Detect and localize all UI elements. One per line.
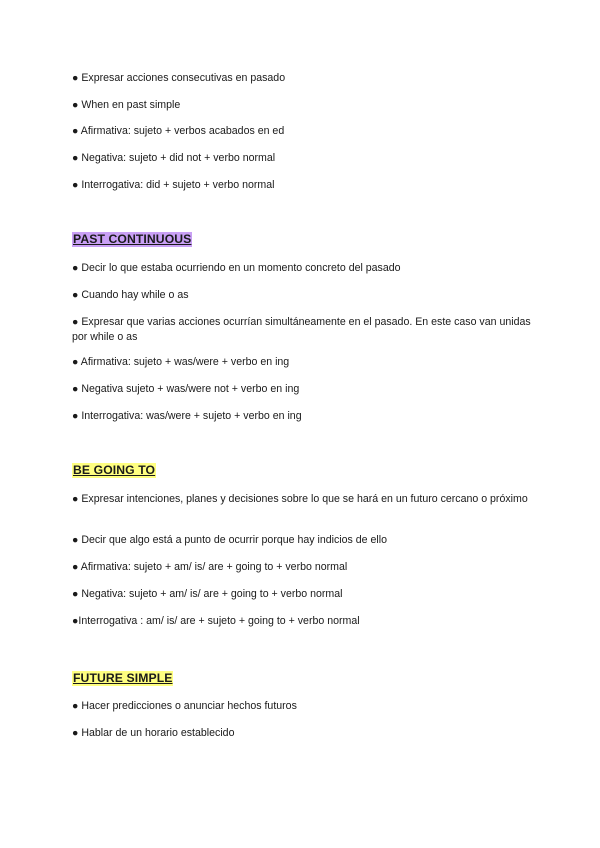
list-item: ● Afirmativa: sujeto + am/ is/ are + going to + verbo normal bbox=[72, 561, 348, 573]
list-item: ● When en past simple bbox=[72, 99, 181, 111]
list-item: ● Hacer predicciones o anunciar hechos futuros bbox=[72, 700, 297, 712]
list-item: ● Interrogativa: did + sujeto + verbo normal bbox=[72, 179, 275, 191]
list-item: ● Afirmativa: sujeto + was/were + verbo en ing bbox=[72, 356, 290, 368]
list-item: ● Cuando hay while o as bbox=[72, 289, 189, 301]
list-item: ● Expresar acciones consecutivas en pasado bbox=[72, 72, 286, 84]
section-heading-past-continuous: PAST CONTINUOUS bbox=[73, 232, 192, 246]
section-heading-future-simple: FUTURE SIMPLE bbox=[73, 671, 173, 685]
list-item: ● Interrogativa: was/were + sujeto + verbo en ing bbox=[72, 410, 302, 422]
list-item: ● Afirmativa: sujeto + verbos acabados en ed bbox=[72, 125, 285, 137]
list-item: ● Negativa sujeto + was/were not + verbo en ing bbox=[72, 383, 300, 395]
list-item: ● Hablar de un horario establecido bbox=[72, 727, 235, 739]
list-item: ● Expresar que varias acciones ocurrían simultáneamente en el pasado. En este caso van unidas por while o as bbox=[72, 316, 531, 343]
list-item: ● Expresar intenciones, planes y decisiones sobre lo que se hará en un futuro cercano o próximo bbox=[72, 493, 528, 505]
list-item: ●Interrogativa : am/ is/ are + sujeto + going to + verbo normal bbox=[72, 615, 360, 627]
list-item: ● Negativa: sujeto + did not + verbo normal bbox=[72, 152, 276, 164]
list-item: ● Negativa: sujeto + am/ is/ are + going to + verbo normal bbox=[72, 588, 343, 600]
list-item: ● Decir lo que estaba ocurriendo en un momento concreto del pasado bbox=[72, 262, 401, 274]
list-item: ● Decir que algo está a punto de ocurrir porque hay indicios de ello bbox=[72, 534, 387, 546]
section-heading-be-going-to: BE GOING TO bbox=[73, 463, 156, 477]
